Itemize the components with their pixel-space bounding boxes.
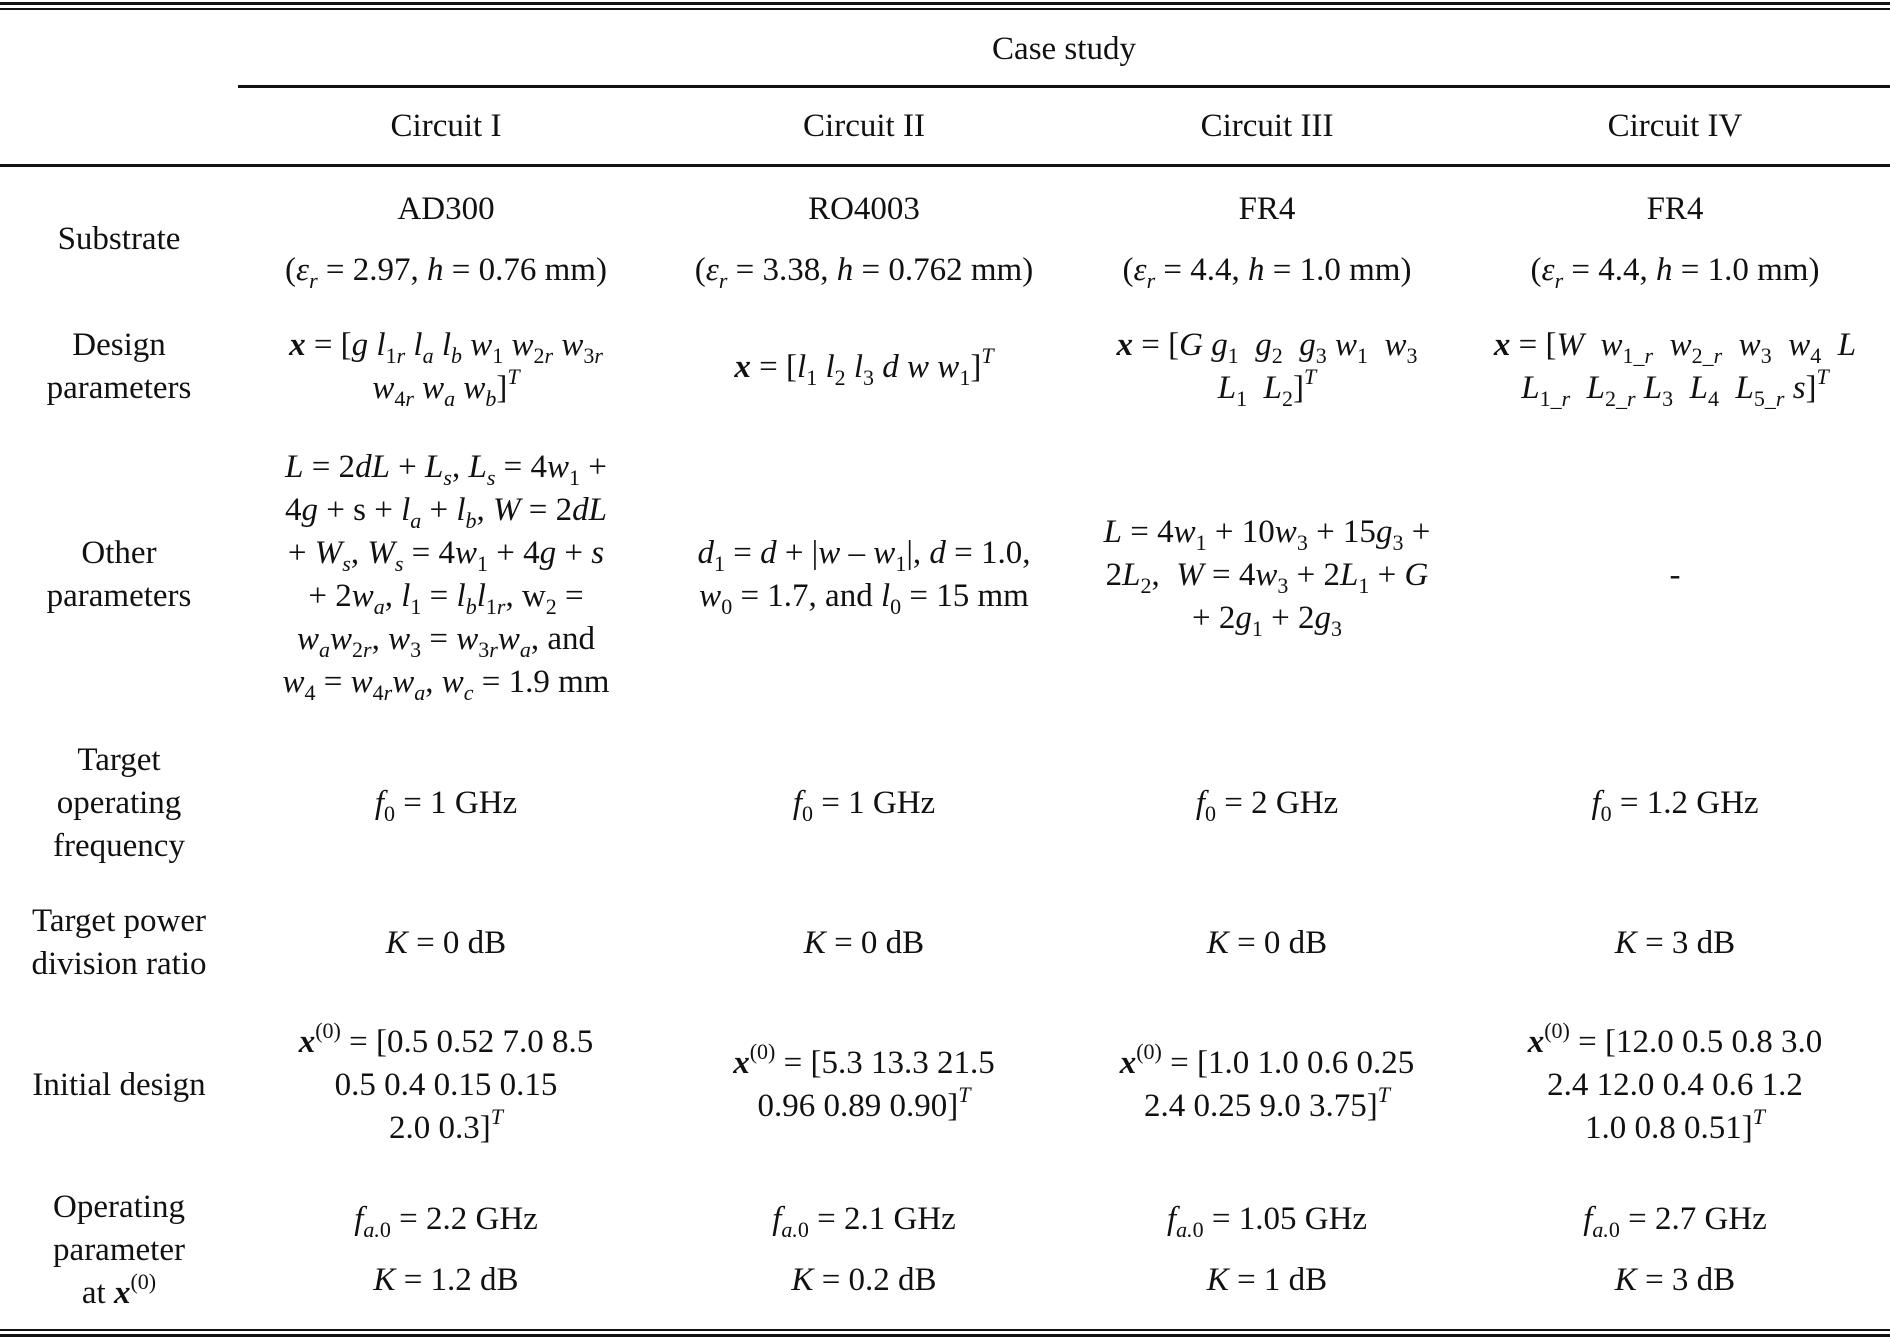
cell-line: $x^{(0)} = [12.0$ 0.5 0.8 3.0: [1527, 1017, 1823, 1060]
table-cell-initial-design-circuit-4: [1460, 1005, 1890, 1165]
table-cell-operating-parameter-at-x0-circuit-4: [1460, 1175, 1890, 1325]
table-cell-target-power-division-ratio-circuit-3: [1074, 888, 1460, 998]
cell-line: $f_0 = 1$ GHz: [792, 784, 936, 826]
cell-line: $f_{a.0} = 2.7$ GHz: [1583, 1201, 1767, 1242]
cell-line: $f_0 = 2$ GHz: [1195, 784, 1339, 826]
cell-line: AD300: [397, 190, 495, 227]
case-study-header: [238, 14, 1890, 84]
cell-line: K = 1 dB: [1206, 1262, 1328, 1298]
table-cell-substrate-circuit-3: [1074, 172, 1460, 307]
table-cell-substrate-circuit-4: [1460, 172, 1890, 307]
cell-line: Substrate: [57, 221, 181, 257]
cell-line: + $2g_1 + 2g_3$: [1192, 599, 1342, 641]
cell-line: frequency: [53, 827, 185, 864]
case-study-label: Case study: [992, 30, 1136, 67]
cell-line: ($\varepsilon_r = 2.97$, h = 0.76 mm): [285, 251, 607, 293]
table-cell-other-parameters-circuit-2: [654, 430, 1074, 720]
table-cell-target-operating-frequency-circuit-1: [238, 728, 654, 878]
cell-line: $w_{4r}$ $w_a$ $w_b]^T$: [372, 364, 520, 411]
cell-line: + $W_s$, $W_s = 4w_1 + 4g + s$: [287, 535, 605, 576]
cell-line: 1.0 0.8 0.51]$^T$: [1585, 1103, 1765, 1146]
cell-line: FR4: [1646, 190, 1704, 227]
cell-line: 2.4 0.25 9.0 3.75]$^T$: [1144, 1082, 1390, 1124]
cell-line: division ratio: [31, 946, 207, 982]
table-cell-other-parameters-circuit-3: [1074, 430, 1460, 720]
table-cell-other-parameters-circuit-4: [1460, 430, 1890, 720]
cell-line: $L = 2dL + L_s$, $L_s = 4w_1$ +: [285, 449, 607, 490]
table-cell-initial-design-circuit-2: [654, 1005, 1074, 1165]
column-header-label: Circuit I: [390, 107, 502, 144]
cell-line: K = 0 dB: [1206, 924, 1328, 961]
cell-line: $x = [l_1$ $l_2$ $l_3$ d w $w_1]^T$: [734, 342, 994, 390]
cell-line: $f_0 = 1.2$ GHz: [1591, 784, 1759, 826]
cell-line: ($\varepsilon_r = 4.4$, h = 1.0 mm): [1122, 251, 1412, 293]
table-cell-target-power-division-ratio-circuit-2: [654, 888, 1074, 998]
row-label-operating-parameter-at-x0: [0, 1175, 238, 1325]
cell-line: Operating: [53, 1188, 185, 1225]
table-cell-other-parameters-circuit-1: [238, 430, 654, 720]
cell-line: Design: [72, 327, 166, 363]
table-cell-operating-parameter-at-x0-circuit-3: [1074, 1175, 1460, 1325]
column-header-label: Circuit II: [803, 107, 925, 144]
cell-line: 2.4 12.0 0.4 0.6 1.2: [1547, 1066, 1803, 1103]
table-cell-target-power-division-ratio-circuit-1: [238, 888, 654, 998]
column-header-label: Circuit III: [1200, 107, 1334, 144]
cell-line: parameters: [46, 370, 192, 406]
cell-line: $4g + s + l_a + l_b$, W = 2dL: [284, 492, 608, 533]
cell-line: $w_0 = 1.7$, and $l_0 = 15$ mm: [699, 578, 1029, 619]
cell-line: K = 3 dB: [1614, 1262, 1736, 1298]
cell-line: Target: [77, 741, 161, 778]
cell-line: K = 1.2 dB: [373, 1262, 519, 1298]
cell-line: RO4003: [808, 190, 920, 227]
case-study-rule: [238, 85, 1890, 88]
cell-line: $x^{(0)} = [5.3$ 13.3 21.5: [733, 1039, 995, 1081]
cell-line: x = [G $g_1$ $g_2$ $g_3$ $w_1$ $w_3$: [1116, 327, 1418, 368]
table-cell-target-operating-frequency-circuit-2: [654, 728, 1074, 878]
cell-line: $L_1$ $L_2]^T$: [1217, 364, 1317, 411]
cell-line: -: [1669, 556, 1681, 593]
cell-line: K = 0.2 dB: [791, 1262, 937, 1298]
cell-line: $f_0 = 1$ GHz: [374, 784, 518, 826]
table-rule-top-outer: [0, 2, 1890, 5]
cell-line: Target power: [32, 903, 206, 939]
cell-line: parameters: [46, 578, 192, 614]
row-label-design-parameters: [0, 312, 238, 422]
cell-line: $f_{a.0} = 1.05$ GHz: [1166, 1201, 1368, 1242]
table-cell-operating-parameter-at-x0-circuit-2: [654, 1175, 1074, 1325]
cell-line: x = [W $w_{1\_r}$ $w_{2\_r}$ $w_3$ $w_4$ L: [1493, 327, 1857, 368]
column-header-circuit-4: [1460, 90, 1890, 162]
cell-line: Other: [81, 535, 157, 571]
cell-line: K = 3 dB: [1614, 924, 1736, 961]
column-header-label: Circuit IV: [1607, 107, 1743, 144]
cell-line: $x^{(0)} = [1.0$ 1.0 0.6 0.25: [1119, 1039, 1415, 1081]
cell-line: $L = 4w_1 + 10w_3 + 15g_3$ +: [1103, 513, 1431, 555]
cell-line: FR4: [1238, 190, 1296, 227]
cell-line: 0.96 0.89 0.90]$^T$: [757, 1082, 971, 1124]
table-rule-top-inner: [0, 8, 1890, 10]
table-cell-operating-parameter-at-x0-circuit-1: [238, 1175, 654, 1325]
table-rule-bottom-inner: [0, 1329, 1890, 1331]
row-label-substrate: [0, 172, 238, 307]
table-cell-design-parameters-circuit-4: [1460, 312, 1890, 422]
cell-line: 2.0 0.3]$^T$: [389, 1103, 503, 1146]
cell-line: x = [g $l_{1r}$ $l_a$ $l_b$ $w_1$ $w_{2r}$ $w_{3r}$: [289, 327, 603, 368]
cell-line: + $2w_a$, $l_1 = l_bl_{1r}$, $w_2$ =: [308, 578, 584, 619]
cell-line: $f_{a.0} = 2.1$ GHz: [772, 1201, 956, 1242]
table-cell-design-parameters-circuit-2: [654, 312, 1074, 422]
row-label-other-parameters: [0, 430, 238, 720]
cell-line: K = 0 dB: [385, 924, 507, 961]
table-cell-design-parameters-circuit-1: [238, 312, 654, 422]
cell-line: at $x^{(0)}$: [81, 1268, 157, 1311]
table-cell-initial-design-circuit-1: [238, 1005, 654, 1165]
table-cell-substrate-circuit-2: [654, 172, 1074, 307]
table-cell-target-power-division-ratio-circuit-4: [1460, 888, 1890, 998]
table-cell-target-operating-frequency-circuit-3: [1074, 728, 1460, 878]
table-cell-initial-design-circuit-3: [1074, 1005, 1460, 1165]
row-label-target-power-division-ratio: [0, 888, 238, 998]
cell-line: Initial design: [32, 1066, 206, 1103]
cell-line: parameter: [53, 1231, 185, 1268]
cell-line: $w_aw_{2r}$, $w_3 = w_{3r}w_a$, and: [297, 621, 595, 662]
cell-line: ($\varepsilon_r = 3.38$, h = 0.762 mm): [694, 251, 1034, 293]
cell-line: operating: [56, 784, 182, 821]
cell-line: $d_1 = d + |w - w_1|$, d = 1.0,: [697, 535, 1031, 576]
cell-line: $x^{(0)} = [0.5$ 0.52 7.0 8.5: [298, 1017, 594, 1060]
row-label-target-operating-frequency: [0, 728, 238, 878]
cell-line: 0.5 0.4 0.15 0.15: [334, 1066, 558, 1103]
header-rule: [0, 164, 1890, 167]
table-cell-target-operating-frequency-circuit-4: [1460, 728, 1890, 878]
cell-line: $L_{1\_r}$ $L_{2\_r}$ $L_3$ $L_4$ $L_{5\_r}$ s]$^T$: [1521, 364, 1829, 411]
cell-line: $2L_2$, $W = 4w_3 + 2L_1 + G$: [1105, 556, 1429, 598]
cell-line: $w_4 = w_{4r}w_a$, $w_c = 1.9$ mm: [282, 664, 610, 705]
cell-line: K = 0 dB: [803, 924, 925, 961]
column-header-circuit-1: [238, 90, 654, 162]
table-cell-substrate-circuit-1: [238, 172, 654, 307]
column-header-circuit-2: [654, 90, 1074, 162]
table-cell-design-parameters-circuit-3: [1074, 312, 1460, 422]
cell-line: ($\varepsilon_r = 4.4$, h = 1.0 mm): [1530, 251, 1820, 293]
row-label-initial-design: [0, 1005, 238, 1165]
cell-line: $f_{a.0} = 2.2$ GHz: [354, 1201, 538, 1242]
column-header-circuit-3: [1074, 90, 1460, 162]
